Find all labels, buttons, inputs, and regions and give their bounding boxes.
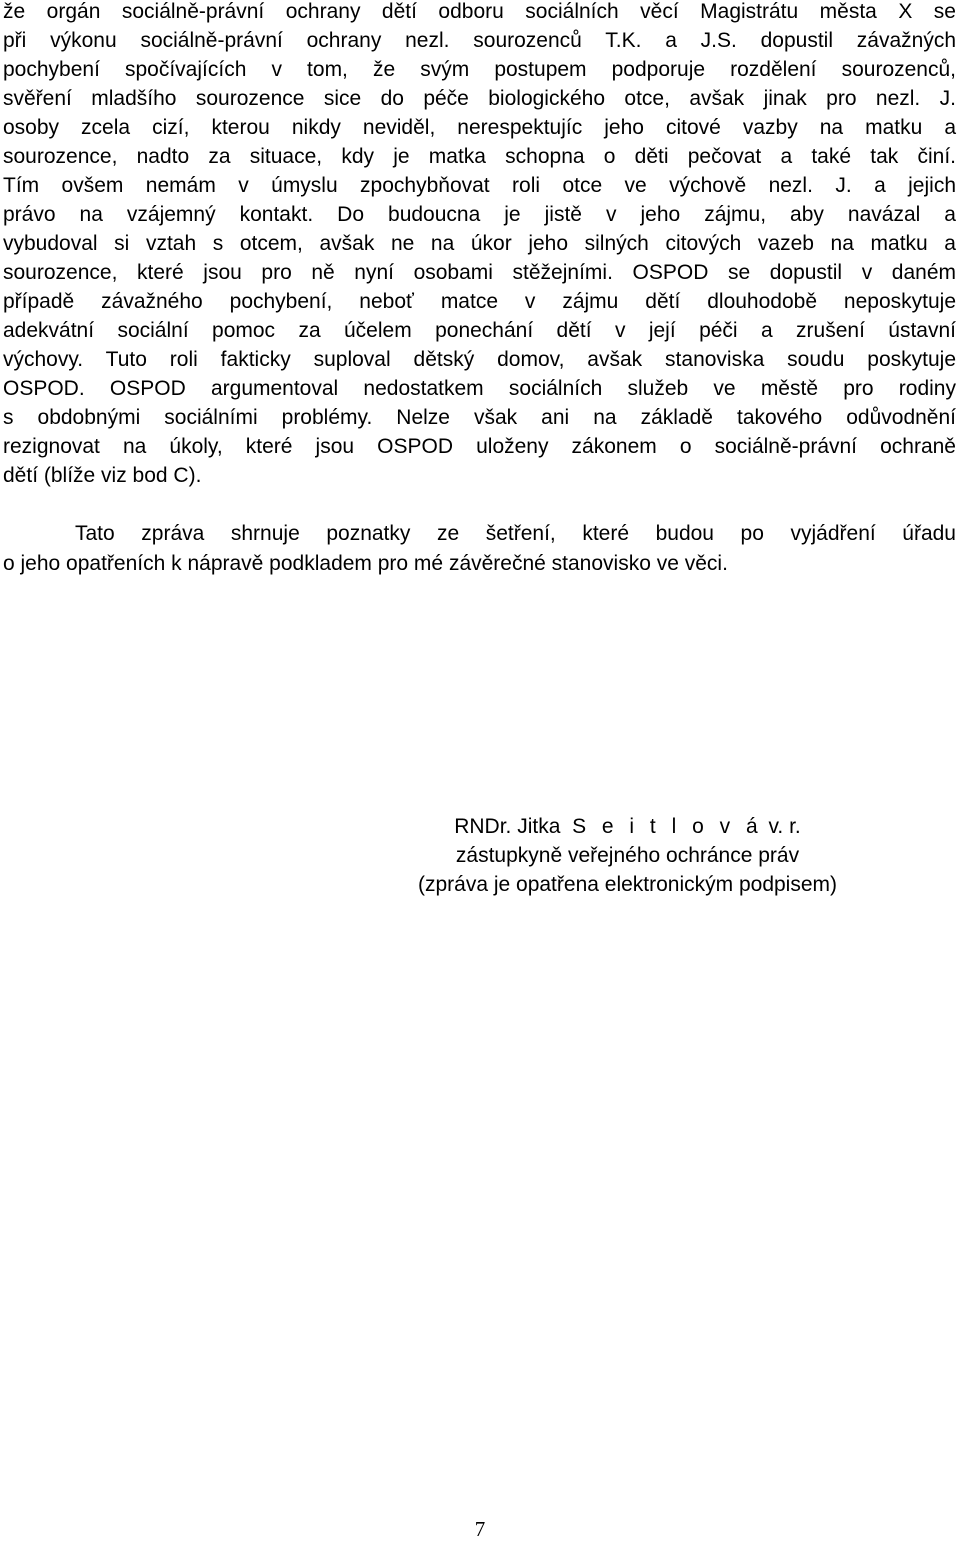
page-number: 7: [474, 1517, 486, 1541]
conclusion-line: o jeho opatřeních k nápravě podkladem pro mé závěrečné stanovisko ve věci.: [3, 552, 728, 575]
paragraph-line: sourozence, nadto za situace, kdy je matka schopna o děti pečovat a také tak činí.: [3, 145, 956, 168]
signature-block: [360, 812, 895, 899]
conclusion-paragraph: [3, 519, 956, 579]
paragraph-line: adekvátní sociální pomoc za účelem ponechání dětí v její péči a zrušení ústavní: [3, 319, 956, 342]
paragraph-line: OSPOD. OSPOD argumentoval nedostatkem sociálních služeb ve městě pro rodiny: [3, 377, 956, 400]
conclusion-line: Tato zpráva shrnuje poznatky ze šetření, které budou po vyjádření úřadu: [75, 522, 956, 545]
paragraph-line: rezignovat na úkoly, které jsou OSPOD uloženy zákonem o sociálně-právní ochraně: [3, 435, 956, 458]
paragraph-line: s obdobnými sociálními problémy. Nelze však ani na základě takového odůvodnění: [3, 406, 956, 429]
electronic-signature-note: (zpráva je opatřena elektronickým podpisem): [417, 873, 838, 896]
signatory-surname: S e i t l o v á: [572, 815, 763, 838]
signatory-role: zástupkyně veřejného ochránce práv: [455, 844, 800, 867]
paragraph-line: vybudoval si vztah s otcem, avšak ne na úkor jeho silných citových vazeb na matku a: [3, 232, 956, 255]
paragraph-line: svěření mladšího sourozence sice do péče biologického otce, avšak jinak pro nezl. J.: [3, 87, 956, 110]
paragraph-line: pochybení spočívajících v tom, že svým postupem podporuje rozdělení sourozenců,: [3, 58, 956, 81]
paragraph-line: právo na vzájemný kontakt. Do budoucna je jistě v jeho zájmu, aby navázal a: [3, 203, 956, 226]
paragraph-line: při výkonu sociálně-právní ochrany nezl. sourozenců T.K. a J.S. dopustil závažných: [3, 29, 956, 52]
paragraph-line: že orgán sociálně-právní ochrany dětí odboru sociálních věcí Magistrátu města X se: [3, 0, 956, 23]
signatory-title-first-name: RNDr. Jitka: [454, 815, 561, 838]
signatory-name: [360, 812, 895, 841]
report-paragraph: [3, 0, 956, 490]
paragraph-line: dětí (blíže viz bod C).: [3, 464, 202, 487]
paragraph-line: sourozence, které jsou pro ně nyní osobami stěžejními. OSPOD se dopustil v daném: [3, 261, 956, 284]
paragraph-line: Tím ovšem nemám v úmyslu zpochybňovat roli otce ve výchově nezl. J. a jejich: [3, 174, 956, 197]
paragraph-line: případě závažného pochybení, neboť matce v zájmu dětí dlouhodobě neposkytuje: [3, 290, 956, 313]
signatory-suffix: v. r.: [768, 815, 801, 838]
paragraph-line: osoby zcela cizí, kterou nikdy neviděl, nerespektujíc jeho citové vazby na matku a: [3, 116, 956, 139]
paragraph-line: výchovy. Tuto roli fakticky suploval dětský domov, avšak stanoviska soudu poskytuje: [3, 348, 956, 371]
